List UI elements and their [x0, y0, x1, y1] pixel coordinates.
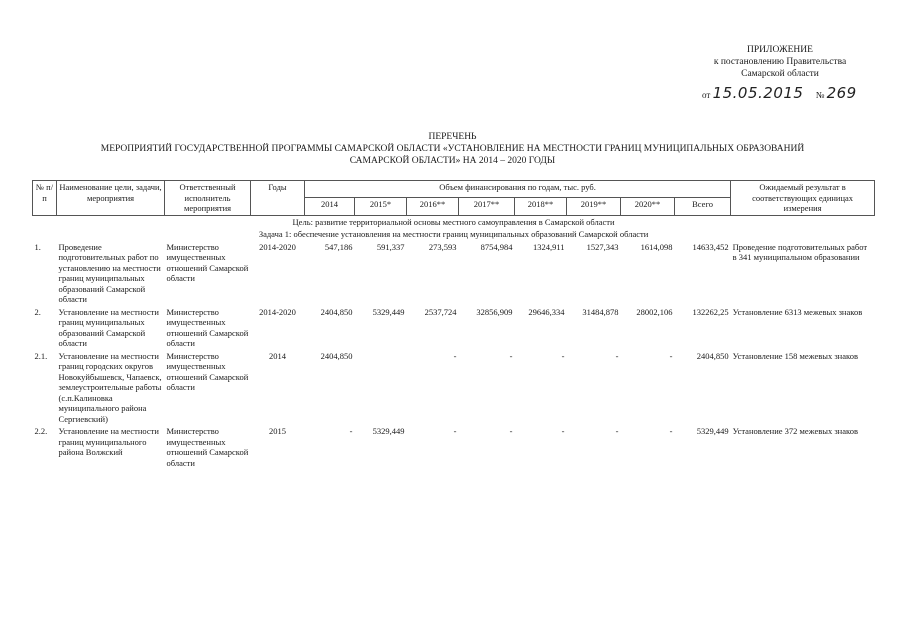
header-2020: 2020** [621, 198, 675, 215]
row-executor: Министерство имущественных отношений Самарской области [166, 306, 249, 348]
row-2020: 28002,106 [636, 306, 673, 317]
table-row [33, 241, 875, 306]
header-2014: 2014 [305, 198, 355, 215]
row-name: Установление на местности границ муниципального района Волжский [58, 426, 159, 457]
row-2016: 2537,724 [424, 306, 457, 317]
row-2019: - [615, 426, 619, 436]
row-2017: - [509, 426, 513, 436]
row-2017: - [509, 350, 513, 361]
row-2016: - [453, 350, 457, 361]
row-name: Установление на местности границ муниципальных образований Самарской области [58, 306, 159, 348]
row-2015: 5329,449 [372, 306, 405, 317]
number-prefix: № [815, 90, 825, 100]
row-years: 2014-2020 [259, 241, 296, 252]
table-row [33, 306, 875, 350]
row-2014: 547,186 [324, 241, 353, 252]
row-2020: 1614,098 [640, 241, 673, 252]
header-years: Годы [251, 181, 305, 216]
header-2017: 2017** [459, 198, 515, 215]
row-years: 2015 [269, 426, 286, 436]
row-total: 2404,850 [696, 350, 729, 361]
row-num: 2.2. [34, 426, 48, 436]
row-name: Проведение подготовительных работ по установлению на местности границ муниципальных образований Самарской области [58, 241, 161, 304]
row-2020: - [669, 350, 673, 361]
row-2014: 2404,850 [320, 350, 353, 361]
handwritten-date: 15.05.2015 [712, 84, 804, 102]
row-total: 132262,25 [692, 306, 729, 317]
header-total: Всего [675, 198, 731, 215]
row-2018: - [561, 350, 565, 361]
row-2016: - [453, 426, 457, 436]
header-num: № п/п [33, 181, 57, 216]
attachment-label: ПРИЛОЖЕНИЕ [747, 45, 813, 55]
table-row [33, 350, 875, 426]
row-executor: Министерство имущественных отношений Самарской области [166, 350, 249, 392]
row-executor: Министерство имущественных отношений Самарской области [166, 241, 249, 283]
header-executor: Ответственный исполнитель мероприятия [165, 181, 251, 216]
row-2018: 1324,911 [532, 241, 565, 252]
row-2015: 591,337 [376, 241, 405, 252]
row-2015 [355, 350, 407, 426]
measures-table [32, 180, 875, 469]
row-years: 2014-2020 [259, 306, 296, 317]
row-2018: 29646,334 [528, 306, 565, 317]
row-result: Установление 6313 межевых знаков [732, 306, 863, 317]
header-result: Ожидаемый результат в соответствующих единицах измерения [731, 181, 875, 216]
row-total: 5329,449 [696, 426, 729, 436]
row-2019: 31484,878 [582, 306, 619, 317]
header-2018: 2018** [515, 198, 567, 215]
row-2014: - [349, 426, 353, 436]
row-2015: 5329,449 [372, 426, 405, 436]
row-2017: 32856,909 [476, 306, 513, 317]
row-num: 2. [34, 306, 41, 317]
header-name: Наименование цели, задачи, мероприятия [57, 181, 165, 216]
handwritten-number: 269 [826, 84, 857, 102]
table-row [33, 425, 875, 469]
title-line-3: САМАРСКОЙ ОБЛАСТИ» НА 2014 – 2020 ГОДЫ [349, 156, 556, 166]
row-years: 2014 [269, 350, 286, 361]
row-result: Проведение подготовительных работ в 341 муниципальном образовании [732, 241, 868, 262]
row-2014: 2404,850 [320, 306, 353, 317]
row-2020: - [669, 426, 673, 436]
row-executor: Министерство имущественных отношений Самарской области [166, 426, 249, 468]
row-num: 1. [34, 241, 41, 252]
row-2018: - [561, 426, 565, 436]
title-line-1: ПЕРЕЧЕНЬ [428, 132, 477, 142]
row-result: Установление 158 межевых знаков [732, 350, 858, 361]
row-result: Установление 372 межевых знаков [732, 426, 858, 436]
document-title [30, 131, 875, 167]
region-label: Самарской области [741, 69, 819, 79]
attachment-header [690, 44, 870, 80]
row-num: 2.1. [34, 350, 48, 361]
header-2015: 2015* [355, 198, 407, 215]
title-line-2: МЕРОПРИЯТИЙ ГОСУДАРСТВЕННОЙ ПРОГРАММЫ САМАРСКОЙ ОБЛАСТИ «УСТАНОВЛЕНИЕ НА МЕСТНОСТИ ГРАНИЦ МУНИЦИПАЛЬНЫХ ОБРАЗОВАНИЙ [100, 144, 805, 154]
row-2017: 8754,984 [480, 241, 513, 252]
row-2019: 1527,343 [586, 241, 619, 252]
date-prefix: от [702, 90, 711, 100]
goal-row: Цель: развитие территориальной основы местного самоуправления в Самарской области [33, 215, 875, 228]
row-2016: 273,593 [428, 241, 457, 252]
row-total: 14633,452 [692, 241, 729, 252]
row-name: Установление на местности границ городских округов Новокуйбышевск, Чапаевск, землеустроительные работы (с.п.Калиновка муниципального района Сергиевский) [58, 350, 162, 424]
header-2019: 2019** [567, 198, 621, 215]
header-funding: Объем финансирования по годам, тыс. руб. [305, 181, 731, 198]
resolution-label: к постановлению Правительства [713, 57, 847, 67]
task-row: Задача 1: обеспечение установления на местности границ муниципальных образований Самарской области [258, 229, 649, 239]
resolution-date-line [702, 84, 857, 102]
row-2019: - [615, 350, 619, 361]
header-2016: 2016** [407, 198, 459, 215]
